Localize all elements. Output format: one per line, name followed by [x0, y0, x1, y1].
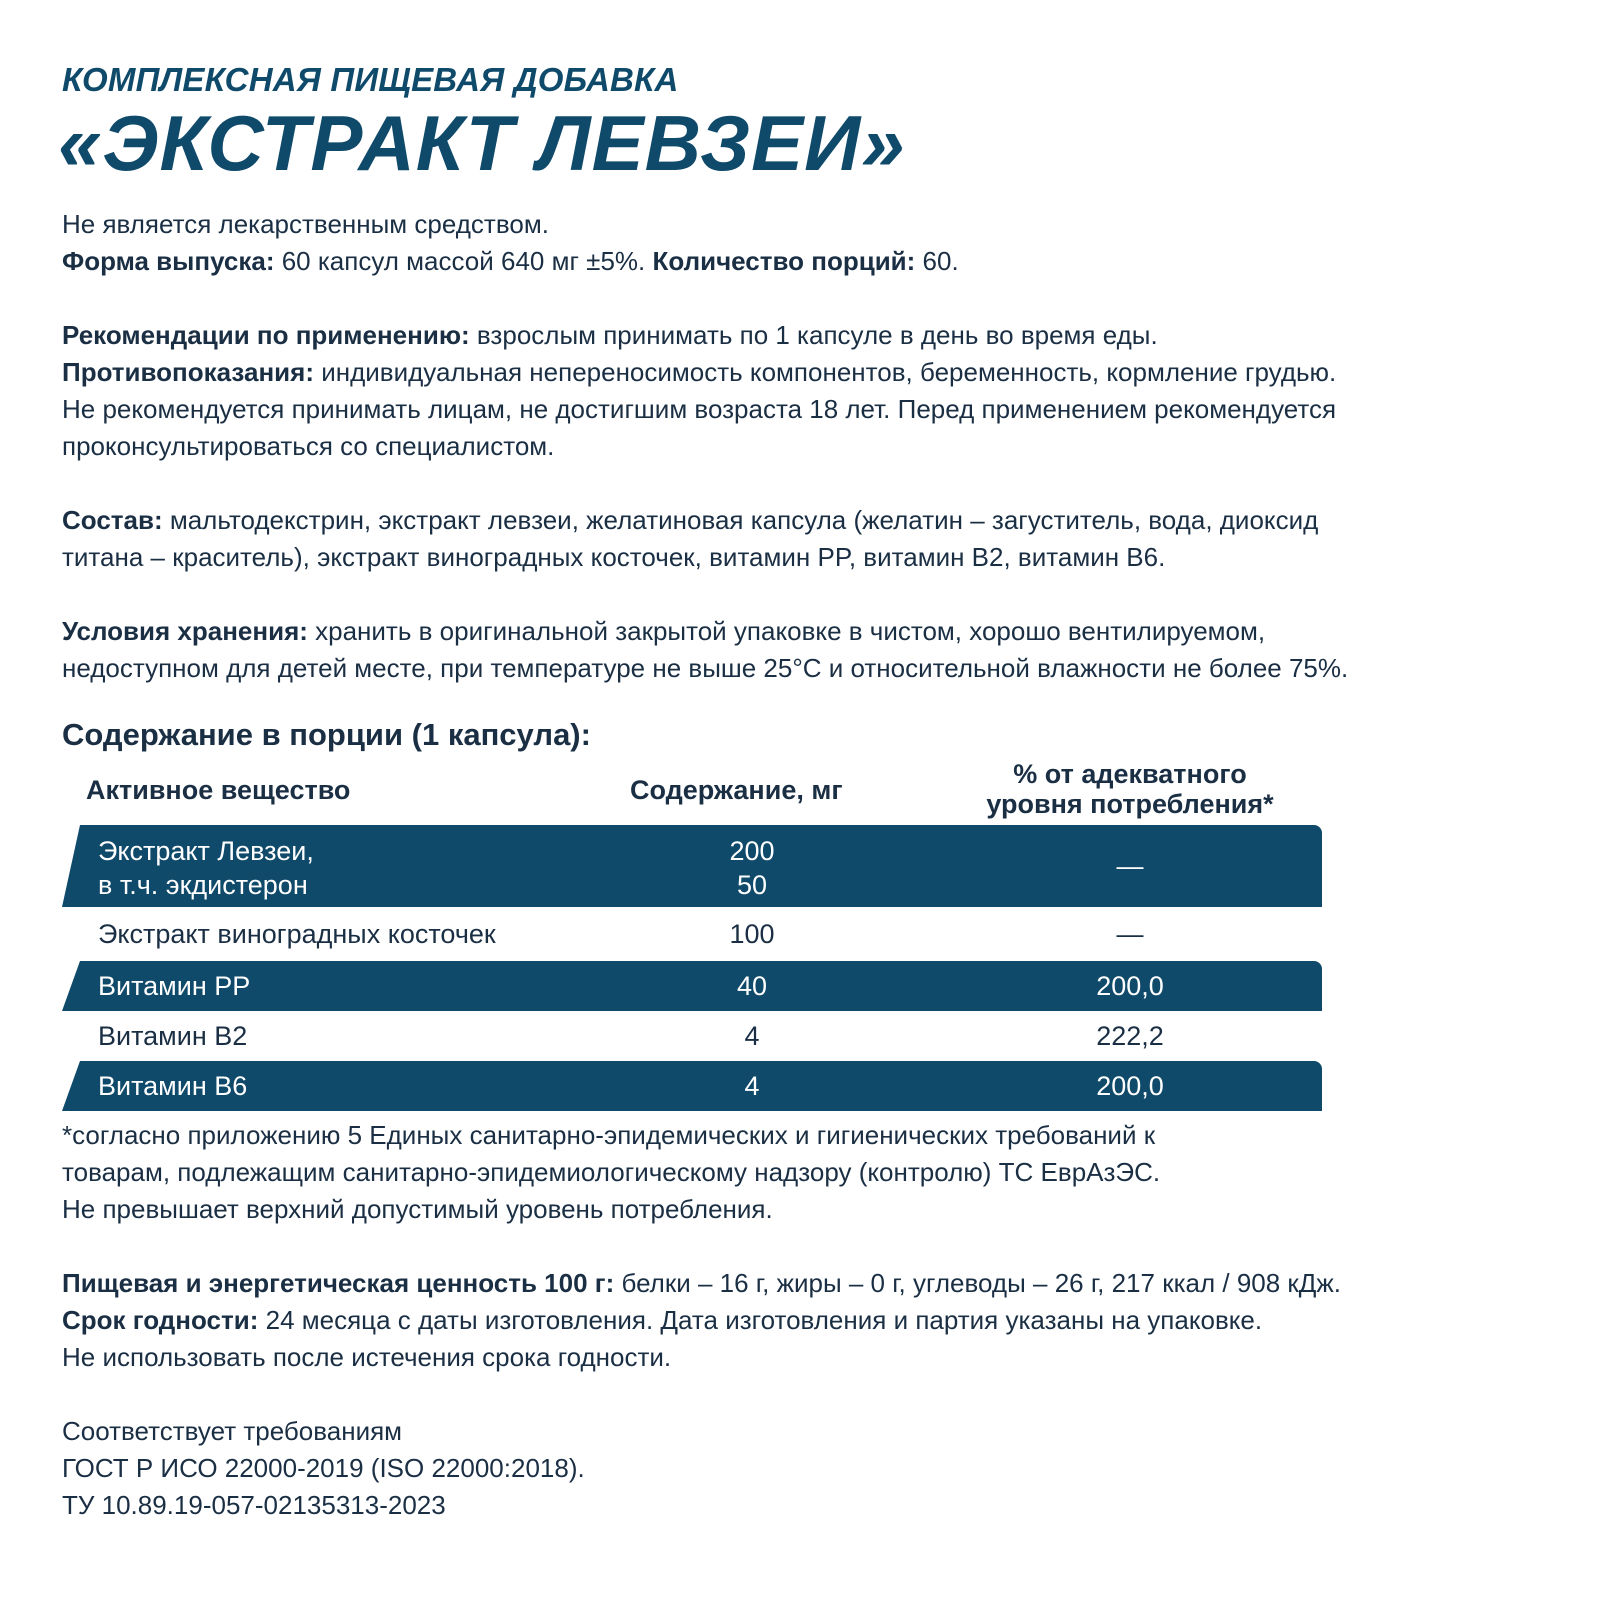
row-value: 40	[736, 971, 768, 1001]
product-label	[58, 60, 1562, 1524]
composition-value: мальтодекстрин, экстракт левзеи, желатиновая капсула (желатин – загуститель, вода, диоксид	[162, 505, 1319, 535]
portions-label: Количество порций:	[652, 246, 916, 276]
contraindications-line	[62, 354, 1562, 391]
not-medicine-note: Не является лекарственным средством.	[62, 209, 549, 239]
row-name-sub: в т.ч. экдистерон	[98, 870, 308, 900]
row-name: Экстракт виноградных косточек	[98, 919, 496, 949]
table-row	[62, 907, 1322, 961]
footnote	[62, 1117, 1562, 1228]
compliance-line-2: ГОСТ Р ИСО 22000-2019 (ISO 22000:2018).	[62, 1453, 585, 1483]
shelf-life-line-2: Не использовать после истечения срока годности.	[62, 1342, 672, 1372]
nutrition-label: Пищевая и энергетическая ценность 100 г:	[62, 1268, 615, 1298]
row-value-sub: 50	[736, 870, 768, 900]
recommendation-line	[62, 317, 1562, 354]
shelf-life-value: 24 месяца с даты изготовления. Дата изготовления и партия указаны на упаковке.	[258, 1305, 1263, 1335]
row-percent: —	[1116, 919, 1144, 949]
table-header	[62, 755, 1562, 825]
row-percent: —	[1116, 851, 1144, 881]
portions-value: 60.	[915, 246, 959, 276]
row-percent: 200,0	[1096, 971, 1164, 1001]
footnote-line-1: *согласно приложению 5 Единых санитарно-эпидемических и гигиенических требований к	[62, 1120, 1156, 1150]
shelf-life-label: Срок годности:	[62, 1305, 259, 1335]
header-percent-line-1: % от адекватного	[1013, 759, 1247, 789]
composition-line	[62, 502, 1562, 539]
product-title: «ЭКСТРАКТ ЛЕВЗЕИ»	[58, 99, 906, 187]
form-value: 60 капсул массой 640 мг ±5%.	[274, 246, 653, 276]
nutrition-line	[62, 1265, 1562, 1302]
footnote-line-2: товарам, подлежащим санитарно-эпидемиологическому надзору (контролю) ТС ЕврАзЭС.	[62, 1157, 1161, 1187]
compliance-line-1: Соответствует требованиям	[62, 1416, 403, 1446]
composition-line-2: титана – краситель), экстракт виноградных косточек, витамин PP, витамин B2, витамин B6.	[62, 542, 1166, 572]
product-subtitle: КОМПЛЕКСНАЯ ПИЩЕВАЯ ДОБАВКА	[62, 61, 679, 98]
contraindications-line-2: Не рекомендуется принимать лицам, не достигшим возраста 18 лет. Перед применением рекомендуется	[62, 394, 1337, 424]
nutrient-table	[62, 825, 1322, 1111]
table-row	[62, 1011, 1322, 1061]
compliance-line-3: ТУ 10.89.19-057-02135313-2023	[62, 1490, 446, 1520]
row-value: 4	[744, 1071, 760, 1101]
contraindications-value: индивидуальная непереносимость компонентов, беременность, кормление грудью.	[313, 357, 1337, 387]
composition-label: Состав:	[62, 505, 163, 535]
footnote-line-3: Не превышает верхний допустимый уровень потребления.	[62, 1194, 773, 1224]
header-percent-line-2: уровня потребления*	[986, 789, 1274, 819]
row-percent: 222,2	[1096, 1021, 1164, 1051]
row-name: Витамин B2	[98, 1021, 248, 1051]
header-content: Содержание, мг	[630, 775, 843, 805]
storage-line-2: недоступном для детей месте, при температуре не выше 25°C и относительной влажности не более 75%.	[62, 653, 1349, 683]
table-row	[62, 1061, 1322, 1111]
header-substance: Активное вещество	[86, 775, 351, 805]
table-row	[62, 961, 1322, 1011]
nutrition-value: белки – 16 г, жиры – 0 г, углеводы – 26 г, 217 ккал / 908 кДж.	[614, 1268, 1342, 1298]
row-value: 4	[744, 1021, 760, 1051]
row-percent: 200,0	[1096, 1071, 1164, 1101]
table-row	[62, 825, 1322, 907]
storage-label: Условия хранения:	[62, 616, 308, 646]
row-value: 100	[729, 919, 775, 949]
row-value: 200	[729, 836, 775, 866]
form-label: Форма выпуска:	[62, 246, 275, 276]
storage-value: хранить в оригинальной закрытой упаковке в чистом, хорошо вентилируемом,	[307, 616, 1266, 646]
recommendation-label: Рекомендации по применению:	[62, 320, 470, 350]
shelf-life-line	[62, 1302, 1562, 1339]
row-name: Экстракт Левзеи,	[98, 836, 314, 866]
contraindications-label: Противопоказания:	[62, 357, 314, 387]
form-line	[62, 243, 1562, 280]
recommendation-value: взрослым принимать по 1 капсуле в день во время еды.	[469, 320, 1158, 350]
storage-line	[62, 613, 1562, 650]
row-name: Витамин PP	[98, 971, 251, 1001]
table-title: Содержание в порции (1 капсула):	[62, 717, 591, 752]
row-name: Витамин B6	[98, 1071, 248, 1101]
contraindications-line-3: проконсультироваться со специалистом.	[62, 431, 555, 461]
header-percent	[942, 759, 1318, 819]
